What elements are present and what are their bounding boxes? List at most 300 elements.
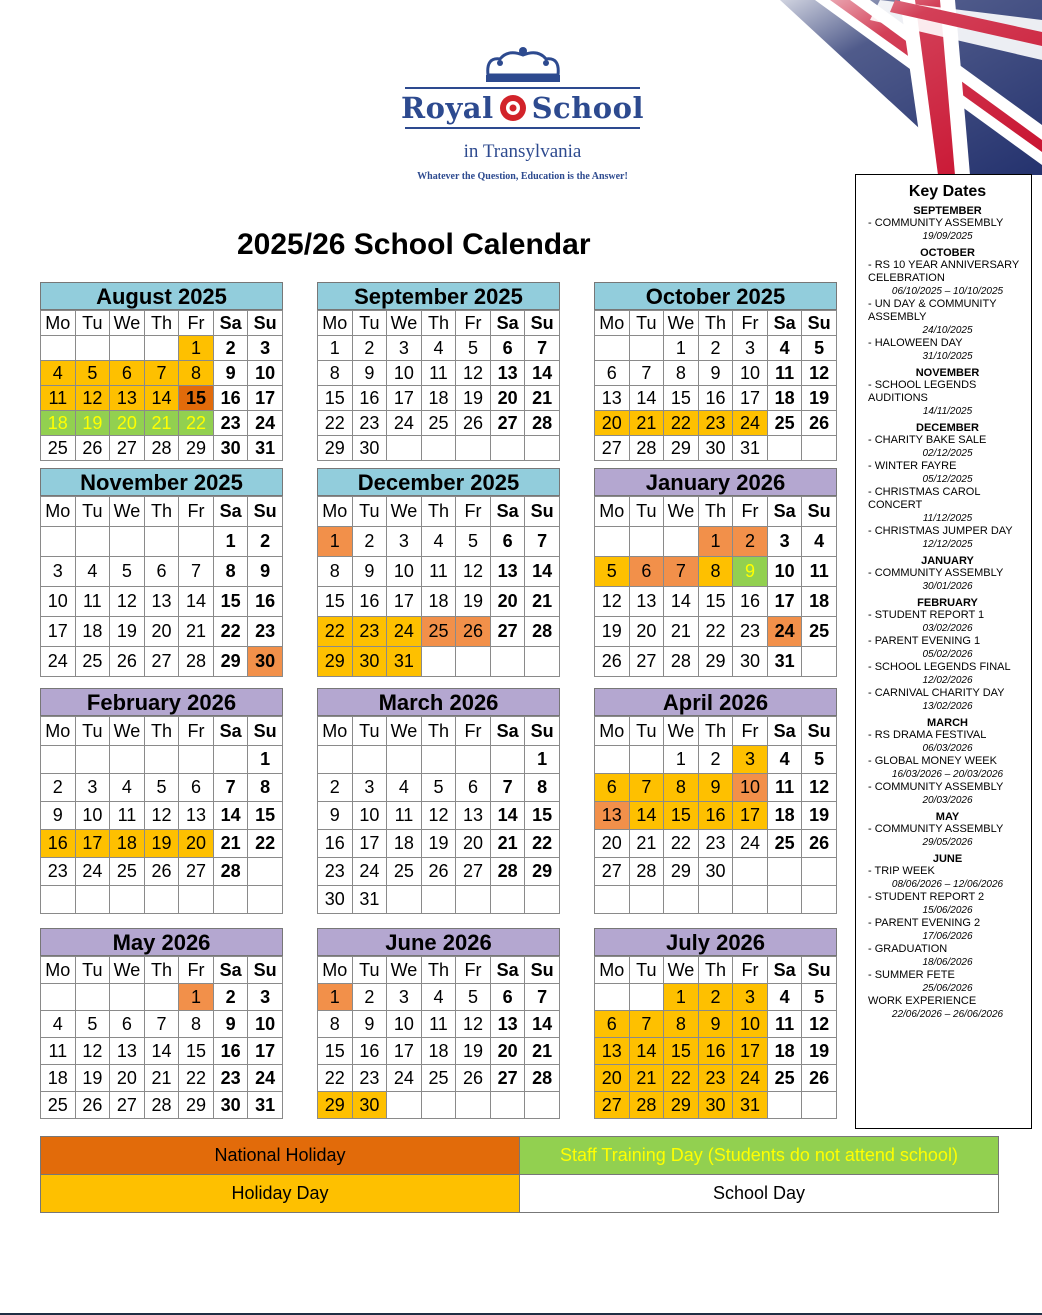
day-cell: 19 <box>595 617 630 647</box>
weekday-header: Th <box>698 497 733 527</box>
weekday-header: Sa <box>767 311 802 336</box>
day-cell: 24 <box>248 411 283 436</box>
day-cell <box>421 1092 456 1119</box>
week-row <box>318 984 560 1011</box>
school-name-left: Royal <box>401 91 494 125</box>
key-event-date: 18/06/2026 <box>922 957 973 968</box>
day-cell <box>421 746 456 774</box>
day-cell: 2 <box>213 336 248 361</box>
weekday-header: We <box>664 957 699 984</box>
week-row <box>595 1011 837 1038</box>
day-cell: 15 <box>179 386 214 411</box>
week-row <box>318 1092 560 1119</box>
weekday-header: Mo <box>595 717 630 746</box>
day-cell: 10 <box>387 361 422 386</box>
month-title: October 2025 <box>594 282 837 310</box>
day-cell: 14 <box>664 587 699 617</box>
day-cell <box>767 1092 802 1119</box>
day-cell: 15 <box>664 802 699 830</box>
day-cell: 3 <box>733 336 768 361</box>
key-event-date: 20/03/2026 <box>922 795 973 806</box>
month-title: September 2025 <box>317 282 560 310</box>
month-february-2026 <box>40 688 283 914</box>
day-cell: 28 <box>490 858 525 886</box>
week-row <box>318 617 560 647</box>
day-cell: 9 <box>352 557 387 587</box>
day-cell <box>802 436 837 461</box>
day-cell: 1 <box>664 336 699 361</box>
day-cell: 18 <box>767 1038 802 1065</box>
day-cell: 6 <box>595 1011 630 1038</box>
month-table <box>40 496 283 677</box>
day-cell: 21 <box>629 1065 664 1092</box>
key-event-name: - UN DAY & COMMUNITY ASSEMBLY <box>868 298 997 323</box>
day-cell: 28 <box>213 858 248 886</box>
weekday-header: Tu <box>352 957 387 984</box>
day-cell: 16 <box>318 830 353 858</box>
day-cell: 29 <box>698 647 733 677</box>
week-row <box>318 774 560 802</box>
day-cell: 25 <box>767 1065 802 1092</box>
day-cell: 4 <box>387 774 422 802</box>
day-cell: 23 <box>352 1065 387 1092</box>
key-event-name: - PARENT EVENING 1 <box>868 635 981 647</box>
week-row <box>41 527 283 557</box>
weekday-header: Mo <box>595 497 630 527</box>
week-row <box>41 361 283 386</box>
weekday-header: Mo <box>318 957 353 984</box>
day-cell: 7 <box>629 774 664 802</box>
day-cell <box>664 527 699 557</box>
week-row <box>595 858 837 886</box>
week-row <box>318 746 560 774</box>
weekday-header: Sa <box>767 717 802 746</box>
day-cell: 11 <box>802 557 837 587</box>
day-cell <box>179 886 214 914</box>
day-cell: 8 <box>664 774 699 802</box>
day-cell: 10 <box>75 802 110 830</box>
day-cell: 6 <box>110 1011 145 1038</box>
month-july-2026 <box>594 928 837 1119</box>
day-cell: 3 <box>733 984 768 1011</box>
day-cell: 13 <box>595 1038 630 1065</box>
weekday-header: Sa <box>767 957 802 984</box>
day-cell: 2 <box>41 774 76 802</box>
day-cell: 22 <box>698 617 733 647</box>
week-row <box>41 802 283 830</box>
month-january-2026 <box>594 468 837 677</box>
day-cell <box>525 647 560 677</box>
day-cell: 14 <box>525 361 560 386</box>
day-cell: 4 <box>75 557 110 587</box>
weekday-header: Su <box>248 717 283 746</box>
day-cell: 16 <box>733 587 768 617</box>
day-cell: 6 <box>456 774 491 802</box>
weekday-header: Th <box>421 497 456 527</box>
day-cell: 4 <box>802 527 837 557</box>
day-cell: 9 <box>248 557 283 587</box>
day-cell <box>144 746 179 774</box>
day-cell: 22 <box>664 411 699 436</box>
week-row <box>41 411 283 436</box>
day-cell: 23 <box>213 1065 248 1092</box>
weekday-header: Mo <box>595 957 630 984</box>
day-cell: 15 <box>248 802 283 830</box>
key-month-heading: JANUARY <box>921 555 974 567</box>
month-may-2026 <box>40 928 283 1119</box>
weekday-header: Mo <box>41 311 76 336</box>
day-cell: 11 <box>767 1011 802 1038</box>
day-cell: 4 <box>767 984 802 1011</box>
day-cell: 3 <box>387 984 422 1011</box>
day-cell <box>802 858 837 886</box>
day-cell: 20 <box>490 386 525 411</box>
day-cell: 25 <box>421 1065 456 1092</box>
week-row <box>41 1065 283 1092</box>
day-cell <box>629 336 664 361</box>
day-cell: 14 <box>179 587 214 617</box>
day-cell <box>595 886 630 914</box>
day-cell: 22 <box>179 411 214 436</box>
day-cell: 14 <box>629 802 664 830</box>
page-title: 2025/26 School Calendar <box>237 228 591 261</box>
day-cell: 18 <box>387 830 422 858</box>
key-event-name: - CARNIVAL CHARITY DAY <box>868 687 1005 699</box>
day-cell <box>41 746 76 774</box>
day-cell: 23 <box>698 830 733 858</box>
day-cell: 15 <box>698 587 733 617</box>
weekday-header: Th <box>144 957 179 984</box>
day-cell: 29 <box>179 436 214 461</box>
day-cell <box>387 1092 422 1119</box>
week-row <box>595 436 837 461</box>
key-event-name: - CHARITY BAKE SALE <box>868 434 987 446</box>
week-row <box>595 617 837 647</box>
day-cell: 4 <box>767 746 802 774</box>
weekday-header: Fr <box>179 957 214 984</box>
weekday-header: Tu <box>75 957 110 984</box>
day-cell: 17 <box>387 587 422 617</box>
day-cell: 1 <box>664 984 699 1011</box>
day-cell: 6 <box>490 527 525 557</box>
day-cell: 31 <box>767 647 802 677</box>
key-event-name: - SUMMER FETE <box>868 969 955 981</box>
day-cell: 9 <box>213 361 248 386</box>
day-cell: 22 <box>318 1065 353 1092</box>
key-event-date: 25/06/2026 <box>922 983 973 994</box>
weekday-header: Sa <box>767 497 802 527</box>
weekday-header: Fr <box>733 717 768 746</box>
day-cell: 31 <box>387 647 422 677</box>
key-event-date: 03/02/2026 <box>922 623 973 634</box>
day-cell <box>525 1092 560 1119</box>
day-cell: 6 <box>595 361 630 386</box>
day-cell: 19 <box>802 802 837 830</box>
weekday-header: Th <box>698 717 733 746</box>
weekday-header: Sa <box>213 957 248 984</box>
day-cell: 11 <box>41 386 76 411</box>
day-cell: 13 <box>490 557 525 587</box>
day-cell: 5 <box>75 361 110 386</box>
day-cell <box>41 527 76 557</box>
day-cell <box>698 886 733 914</box>
month-title: November 2025 <box>40 468 283 496</box>
key-event-name: - GLOBAL MONEY WEEK <box>868 755 997 767</box>
month-october-2025 <box>594 282 837 461</box>
day-cell: 2 <box>698 984 733 1011</box>
week-row <box>41 1038 283 1065</box>
school-motto: Whatever the Question, Education is the Answer! <box>417 171 628 182</box>
day-cell: 21 <box>144 1065 179 1092</box>
day-cell: 3 <box>387 336 422 361</box>
day-cell: 26 <box>802 830 837 858</box>
day-cell: 19 <box>456 386 491 411</box>
week-row <box>595 557 837 587</box>
day-cell: 21 <box>179 617 214 647</box>
day-cell: 29 <box>318 647 353 677</box>
key-event-date: 12/02/2026 <box>922 675 973 686</box>
day-cell: 17 <box>41 617 76 647</box>
day-cell: 3 <box>352 774 387 802</box>
day-cell: 7 <box>629 1011 664 1038</box>
day-cell: 9 <box>318 802 353 830</box>
day-cell: 22 <box>525 830 560 858</box>
key-event-name: - PARENT EVENING 2 <box>868 917 981 929</box>
key-month-heading: FEBRUARY <box>917 597 978 609</box>
day-cell: 11 <box>421 557 456 587</box>
day-cell: 4 <box>421 336 456 361</box>
week-row <box>318 886 560 914</box>
day-cell: 11 <box>110 802 145 830</box>
day-cell <box>525 436 560 461</box>
day-cell: 13 <box>110 1038 145 1065</box>
day-cell: 2 <box>213 984 248 1011</box>
weekday-header: Su <box>248 311 283 336</box>
day-cell <box>318 746 353 774</box>
day-cell: 20 <box>595 1065 630 1092</box>
day-cell: 20 <box>490 1038 525 1065</box>
weekday-header: Mo <box>41 717 76 746</box>
key-month-heading: OCTOBER <box>920 247 975 259</box>
day-cell: 19 <box>456 1038 491 1065</box>
week-row <box>41 587 283 617</box>
key-month-heading: MARCH <box>927 717 968 729</box>
day-cell: 23 <box>698 411 733 436</box>
month-april-2026 <box>594 688 837 914</box>
key-event-name: - RS 10 YEAR ANNIVERSARY CELEBRATION <box>868 259 1020 284</box>
day-cell: 7 <box>525 984 560 1011</box>
day-cell: 23 <box>248 617 283 647</box>
day-cell: 28 <box>629 436 664 461</box>
day-cell: 12 <box>802 1011 837 1038</box>
weekday-header: We <box>664 717 699 746</box>
key-event-name: - COMMUNITY ASSEMBLY <box>868 567 1004 579</box>
weekday-header: Mo <box>41 957 76 984</box>
weekday-header: Mo <box>318 311 353 336</box>
day-cell <box>595 746 630 774</box>
logo-rule <box>405 87 640 89</box>
key-event-date: 30/01/2026 <box>922 581 973 592</box>
day-cell: 9 <box>698 361 733 386</box>
day-cell: 18 <box>421 587 456 617</box>
month-september-2025 <box>317 282 560 461</box>
day-cell: 2 <box>352 984 387 1011</box>
day-cell: 13 <box>110 386 145 411</box>
day-cell: 1 <box>318 984 353 1011</box>
day-cell: 21 <box>629 830 664 858</box>
day-cell: 13 <box>144 587 179 617</box>
day-cell: 28 <box>179 647 214 677</box>
day-cell: 18 <box>41 1065 76 1092</box>
day-cell: 19 <box>144 830 179 858</box>
day-cell: 27 <box>595 1092 630 1119</box>
day-cell: 25 <box>421 617 456 647</box>
month-title: December 2025 <box>317 468 560 496</box>
day-cell: 30 <box>733 647 768 677</box>
key-event-date: 11/12/2025 <box>922 513 973 524</box>
day-cell <box>629 527 664 557</box>
day-cell: 11 <box>75 587 110 617</box>
day-cell: 28 <box>144 1092 179 1119</box>
school-name <box>395 91 650 125</box>
key-month-heading: DECEMBER <box>916 422 979 434</box>
day-cell: 1 <box>318 336 353 361</box>
day-cell: 12 <box>110 587 145 617</box>
day-cell: 17 <box>733 802 768 830</box>
week-row <box>41 647 283 677</box>
key-dates-list <box>868 205 1027 1021</box>
day-cell: 18 <box>767 802 802 830</box>
month-title: January 2026 <box>594 468 837 496</box>
day-cell: 18 <box>421 1038 456 1065</box>
legend <box>40 1136 999 1213</box>
day-cell: 8 <box>318 1011 353 1038</box>
day-cell: 4 <box>421 527 456 557</box>
day-cell: 17 <box>387 1038 422 1065</box>
day-cell: 18 <box>767 386 802 411</box>
day-cell: 24 <box>352 858 387 886</box>
day-cell <box>456 647 491 677</box>
day-cell <box>490 436 525 461</box>
weekday-header: Th <box>698 957 733 984</box>
day-cell: 17 <box>75 830 110 858</box>
day-cell: 24 <box>41 647 76 677</box>
day-cell <box>802 647 837 677</box>
day-cell: 15 <box>318 1038 353 1065</box>
day-cell: 20 <box>110 1065 145 1092</box>
day-cell: 21 <box>213 830 248 858</box>
day-cell <box>179 746 214 774</box>
day-cell: 6 <box>490 336 525 361</box>
legend-training: Staff Training Day (Students do not attend school) <box>520 1137 999 1175</box>
day-cell: 28 <box>664 647 699 677</box>
month-table <box>594 496 837 677</box>
day-cell: 12 <box>456 557 491 587</box>
day-cell: 8 <box>318 557 353 587</box>
day-cell: 27 <box>595 436 630 461</box>
legend-school: School Day <box>520 1175 999 1213</box>
weekday-header: Fr <box>733 311 768 336</box>
day-cell: 1 <box>664 746 699 774</box>
day-cell: 14 <box>213 802 248 830</box>
day-cell: 8 <box>664 361 699 386</box>
day-cell <box>595 984 630 1011</box>
day-cell: 8 <box>525 774 560 802</box>
day-cell: 12 <box>802 774 837 802</box>
day-cell: 26 <box>456 1065 491 1092</box>
week-row <box>595 411 837 436</box>
key-event-name: - TRIP WEEK <box>868 865 935 877</box>
day-cell: 27 <box>490 617 525 647</box>
week-row <box>595 1038 837 1065</box>
day-cell <box>110 336 145 361</box>
day-cell: 26 <box>421 858 456 886</box>
day-cell: 3 <box>41 557 76 587</box>
week-row <box>595 774 837 802</box>
day-cell: 13 <box>490 1011 525 1038</box>
key-event-name: - COMMUNITY ASSEMBLY <box>868 823 1004 835</box>
day-cell: 21 <box>490 830 525 858</box>
day-cell: 18 <box>110 830 145 858</box>
weekday-header: We <box>110 497 145 527</box>
day-cell: 28 <box>525 617 560 647</box>
day-cell: 29 <box>213 647 248 677</box>
weekday-header: We <box>387 957 422 984</box>
day-cell <box>75 984 110 1011</box>
day-cell: 14 <box>144 386 179 411</box>
day-cell: 5 <box>802 336 837 361</box>
day-cell: 11 <box>41 1038 76 1065</box>
weekday-header: Tu <box>352 311 387 336</box>
day-cell: 10 <box>387 557 422 587</box>
day-cell: 19 <box>75 411 110 436</box>
month-table <box>594 716 837 914</box>
day-cell: 16 <box>352 1038 387 1065</box>
day-cell: 12 <box>595 587 630 617</box>
day-cell: 6 <box>595 774 630 802</box>
weekday-header: Sa <box>490 311 525 336</box>
day-cell: 7 <box>490 774 525 802</box>
week-row <box>41 746 283 774</box>
day-cell <box>595 527 630 557</box>
week-row <box>41 336 283 361</box>
weekday-header: We <box>664 311 699 336</box>
day-cell <box>490 1092 525 1119</box>
day-cell: 8 <box>664 1011 699 1038</box>
key-event-date: 08/06/2026 – 12/06/2026 <box>891 879 1004 890</box>
day-cell: 22 <box>213 617 248 647</box>
week-row <box>318 336 560 361</box>
week-row <box>595 336 837 361</box>
day-cell <box>664 886 699 914</box>
day-cell: 27 <box>490 1065 525 1092</box>
day-cell: 16 <box>248 587 283 617</box>
day-cell: 20 <box>595 830 630 858</box>
weekday-header: Tu <box>352 717 387 746</box>
day-cell: 19 <box>75 1065 110 1092</box>
day-cell: 30 <box>213 1092 248 1119</box>
day-cell: 7 <box>629 361 664 386</box>
day-cell <box>629 746 664 774</box>
day-cell <box>248 858 283 886</box>
day-cell: 23 <box>213 411 248 436</box>
day-cell <box>144 984 179 1011</box>
day-cell: 10 <box>248 361 283 386</box>
day-cell: 18 <box>41 411 76 436</box>
weekday-header: Sa <box>490 957 525 984</box>
week-row <box>41 984 283 1011</box>
key-event-date: 29/05/2026 <box>922 837 973 848</box>
